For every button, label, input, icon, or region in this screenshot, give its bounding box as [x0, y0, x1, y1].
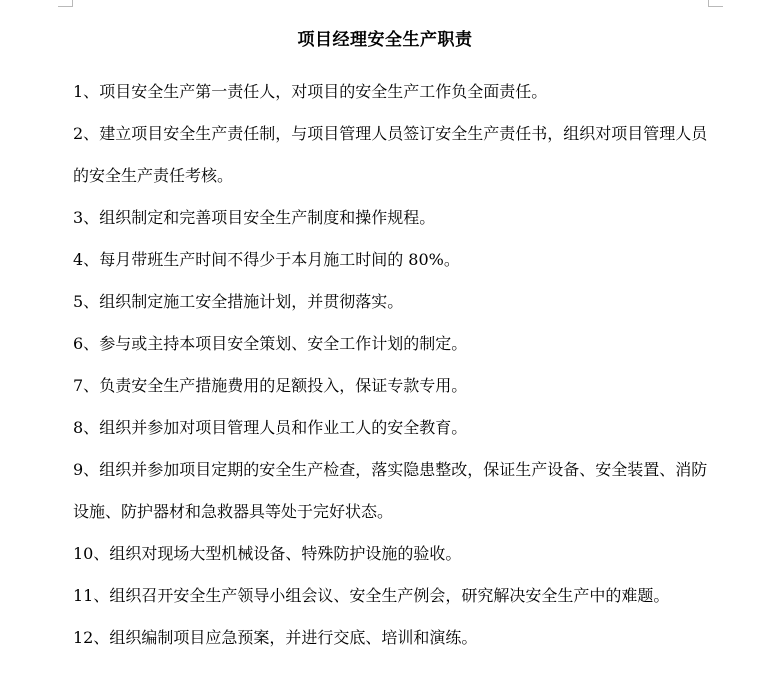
item-number: 2、: [73, 124, 100, 143]
item-text: 组织并参加项目定期的安全生产检查，落实隐患整改，保证生产设备、安全装置、消防设施、防护器材和急救器具等处于完好状态。: [73, 460, 708, 521]
page-corner-mark-right: [708, 0, 723, 7]
item-number: 10、: [73, 544, 110, 563]
item-text: 组织制定施工安全措施计划，并贯彻落实。: [99, 292, 404, 311]
item-text: 建立项目安全生产责任制，与项目管理人员签订安全生产责任书，组织对项目管理人员的安全生产责任考核。: [73, 124, 708, 185]
list-item: [73, 617, 713, 659]
item-text: 组织对现场大型机械设备、特殊防护设施的验收。: [109, 544, 462, 563]
item-number: 7、: [73, 376, 100, 395]
page-title: 项目经理安全生产职责: [297, 30, 473, 50]
list-item: [73, 407, 713, 449]
item-number: 1、: [73, 82, 100, 101]
list-item: [73, 533, 713, 575]
item-text: 组织制定和完善项目安全生产制度和操作规程。: [99, 208, 436, 227]
item-number: 3、: [73, 208, 100, 227]
list-item: [73, 281, 713, 323]
list-item: [73, 239, 713, 281]
list-item: [73, 575, 713, 617]
item-text: 参与或主持本项目安全策划、安全工作计划的制定。: [99, 334, 468, 353]
responsibility-list: [73, 71, 713, 659]
item-number: 4、: [73, 250, 100, 269]
item-text: 每月带班生产时间不得少于本月施工时间的 80%。: [99, 250, 460, 269]
item-number: 8、: [73, 418, 100, 437]
item-text: 项目安全生产第一责任人，对项目的安全生产工作负全面责任。: [99, 82, 548, 101]
item-text: 组织并参加对项目管理人员和作业工人的安全教育。: [99, 418, 468, 437]
list-item: [73, 71, 713, 113]
list-item: [73, 113, 713, 197]
item-text: 组织召开安全生产领导小组会议、安全生产例会，研究解决安全生产中的难题。: [109, 586, 670, 605]
item-text: 负责安全生产措施费用的足额投入，保证专款专用。: [99, 376, 468, 395]
item-number: 12、: [73, 628, 110, 647]
list-item: [73, 323, 713, 365]
item-text: 组织编制项目应急预案，并进行交底、培训和演练。: [109, 628, 478, 647]
list-item: [73, 197, 713, 239]
item-number: 6、: [73, 334, 100, 353]
page-corner-mark-left: [58, 0, 73, 7]
list-item: [73, 365, 713, 407]
item-number: 9、: [73, 460, 100, 479]
list-item: [73, 449, 713, 533]
item-number: 11、: [73, 586, 110, 605]
item-number: 5、: [73, 292, 100, 311]
